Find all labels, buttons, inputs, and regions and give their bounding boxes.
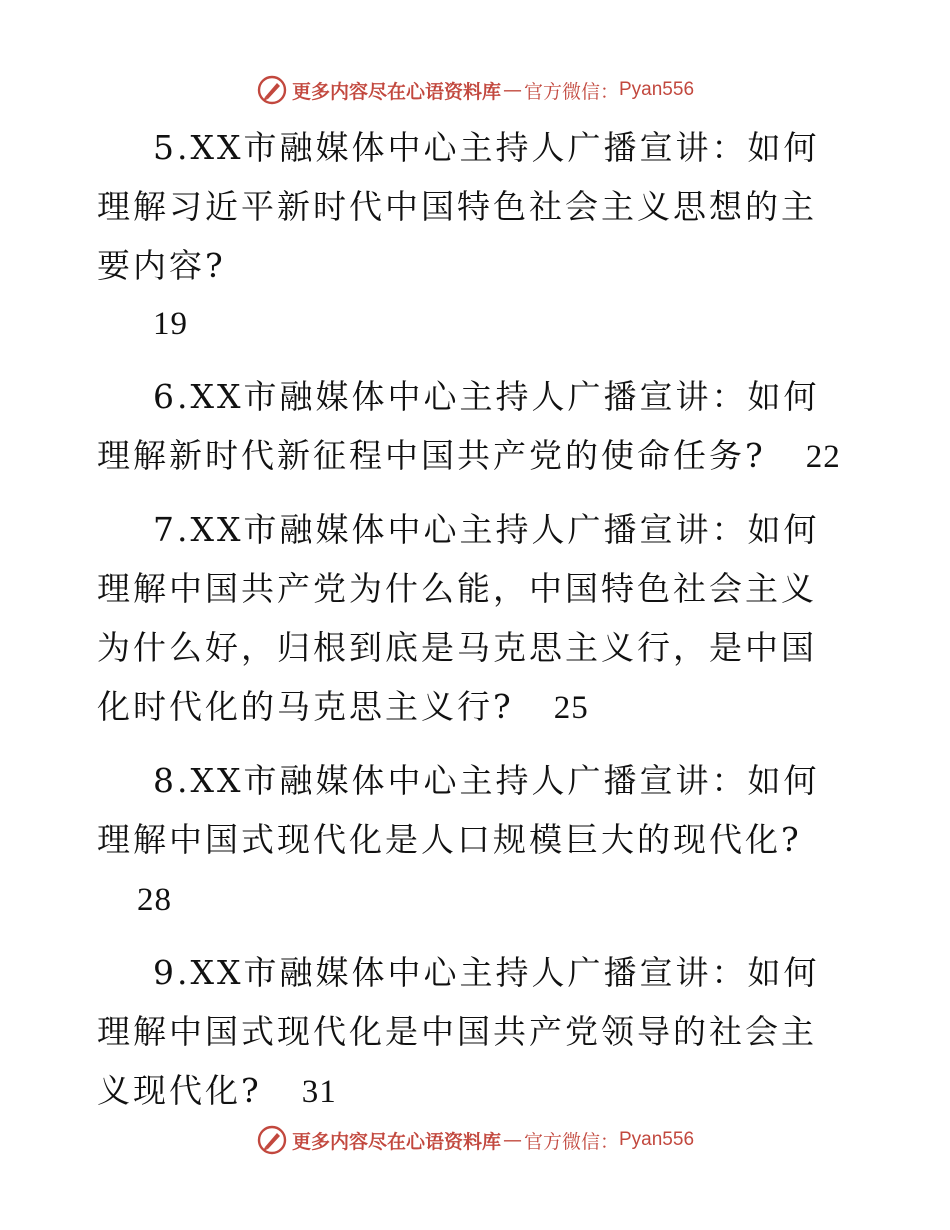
toc-entry-7[interactable] [97,500,852,738]
footer-brand: 更多内容尽在心语资料库 [291,1130,501,1153]
header-account: Pyan556 [619,79,695,100]
header-brand: 更多内容尽在心语资料库 [291,80,501,103]
toc-page-number: 25 [553,690,589,726]
toc-page-number: 31 [301,1074,337,1110]
header-dash: — [502,79,522,101]
toc-entry-text: 9.XX市融媒体中心主持人广播宣讲：如何理解中国式现代化是中国共产党领导的社会主义现代化? [97,953,820,1110]
toc-entry-text: 5.XX市融媒体中心主持人广播宣讲：如何理解习近平新时代中国特色社会主义思想的主要内容? [97,128,820,285]
header-wechat-label: 官方微信： [523,80,619,103]
header-watermark [0,70,950,110]
toc-page-number: 19 [153,306,188,342]
footer-account: Pyan556 [619,1129,695,1150]
footer-dash: — [502,1129,522,1151]
toc-entry-text: 6.XX市融媒体中心主持人广播宣讲：如何理解新时代新征程中国共产党的使命任务? [97,377,820,475]
toc-entry-9[interactable] [97,943,852,1122]
toc-entry-8[interactable] [97,751,852,930]
footer-wechat-label: 官方微信： [523,1130,619,1153]
footer-watermark [0,1120,950,1160]
toc-entry-5[interactable] [97,118,852,354]
toc-page-number: 28 [137,882,172,918]
toc-entry-text: 7.XX市融媒体中心主持人广播宣讲：如何理解中国共产党为什么能，中国特色社会主义为什么好，归根到底是马克思主义行，是中国化时代化的马克思主义行? [97,510,820,726]
toc-page-number: 22 [805,439,841,475]
toc-entry-text: 8.XX市融媒体中心主持人广播宣讲：如何理解中国式现代化是人口规模巨大的现代化? [97,761,820,859]
toc-entry-6[interactable] [97,367,852,487]
pen-logo-icon [256,74,288,106]
pen-logo-icon [256,1124,288,1156]
toc-list [97,118,852,1135]
